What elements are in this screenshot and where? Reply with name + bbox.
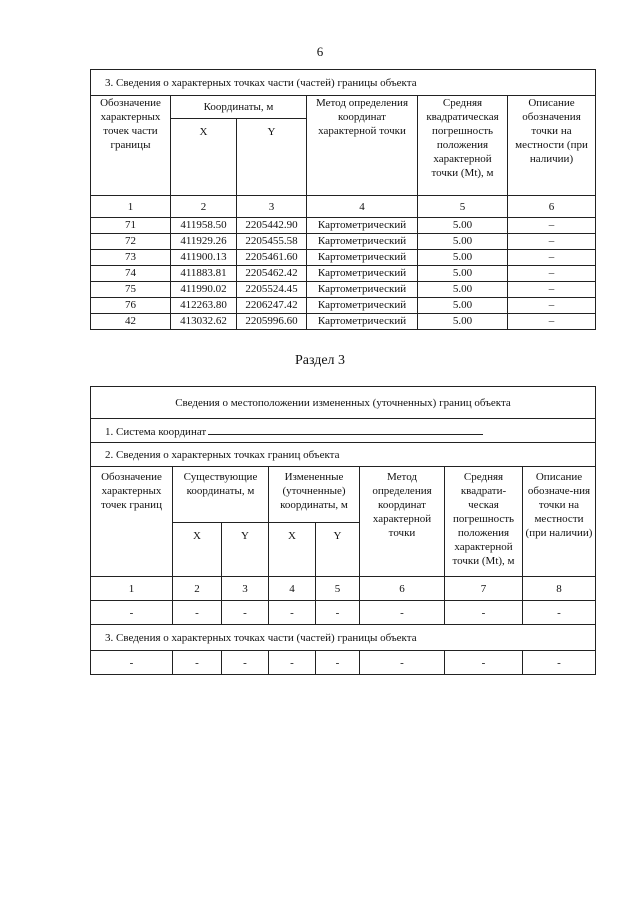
header-coords: Координаты, м: [171, 96, 307, 119]
cell-empty: -: [523, 601, 596, 625]
col-number: 1: [91, 577, 173, 601]
cell-empty: -: [222, 601, 269, 625]
col-number: 7: [445, 577, 523, 601]
cell-empty: -: [269, 601, 316, 625]
cell-method: Картометрический: [307, 298, 418, 314]
col-number: 3: [237, 196, 307, 218]
cell-mt: 5.00: [418, 314, 508, 330]
cell-method: Картометрический: [307, 314, 418, 330]
header-y: Y: [316, 523, 360, 577]
table-part-points: [90, 69, 596, 330]
cell-point: 71: [91, 218, 171, 234]
header-method: Метод определения координат характерной точки: [307, 96, 418, 196]
table-row: [91, 250, 596, 266]
table1-title: 3. Сведения о характерных точках части (частей) границы объекта: [91, 70, 596, 96]
col-number: 8: [523, 577, 596, 601]
cell-y: 2205461.60: [237, 250, 307, 266]
cell-x: 411990.02: [171, 282, 237, 298]
col-number: 5: [418, 196, 508, 218]
cell-empty: -: [445, 601, 523, 625]
col-number: 2: [173, 577, 222, 601]
header-y: Y: [222, 523, 269, 577]
header-x: X: [171, 119, 237, 196]
col-number: 6: [360, 577, 445, 601]
table-row: [91, 651, 596, 675]
cell-point: 75: [91, 282, 171, 298]
cell-empty: -: [523, 651, 596, 675]
table-row: [91, 234, 596, 250]
header-description: Описание обозначения точки на местности (при наличии): [508, 96, 596, 196]
col-number: 2: [171, 196, 237, 218]
header-y: Y: [237, 119, 307, 196]
cell-empty: -: [360, 651, 445, 675]
cell-y: 2205442.90: [237, 218, 307, 234]
cell-empty: -: [91, 651, 173, 675]
cell-point: 76: [91, 298, 171, 314]
cell-desc: –: [508, 314, 596, 330]
cell-x: 411883.81: [171, 266, 237, 282]
cell-point: 74: [91, 266, 171, 282]
table-changed-borders: [90, 386, 596, 675]
page-number: 6: [316, 44, 324, 59]
col-number: 4: [307, 196, 418, 218]
cell-mt: 5.00: [418, 266, 508, 282]
cell-mt: 5.00: [418, 250, 508, 266]
cell-x: 411929.26: [171, 234, 237, 250]
header-accuracy: Средняя квадрати-ческая погрешность положения характерной точки (Mt), м: [445, 467, 523, 577]
col-number: 4: [269, 577, 316, 601]
cell-empty: -: [91, 601, 173, 625]
cell-desc: –: [508, 234, 596, 250]
cell-method: Картометрический: [307, 218, 418, 234]
cell-method: Картометрический: [307, 266, 418, 282]
coord-system-row: [91, 419, 596, 443]
cell-y: 2206247.42: [237, 298, 307, 314]
cell-method: Картометрический: [307, 282, 418, 298]
cell-desc: –: [508, 282, 596, 298]
cell-mt: 5.00: [418, 218, 508, 234]
cell-empty: -: [269, 651, 316, 675]
points-title: 2. Сведения о характерных точках границ объекта: [91, 443, 596, 467]
header-accuracy: Средняя квадратическая погрешность положения характерной точки (Mt), м: [418, 96, 508, 196]
header-existing: Существующие координаты, м: [173, 467, 269, 523]
cell-y: 2205462.42: [237, 266, 307, 282]
cell-point: 72: [91, 234, 171, 250]
cell-x: 413032.62: [171, 314, 237, 330]
header-method: Метод определения координат характерной точки: [360, 467, 445, 577]
table-row: [91, 601, 596, 625]
cell-x: 411958.50: [171, 218, 237, 234]
cell-empty: -: [173, 651, 222, 675]
cell-y: 2205524.45: [237, 282, 307, 298]
table-row: [91, 218, 596, 234]
cell-x: 412263.80: [171, 298, 237, 314]
cell-mt: 5.00: [418, 298, 508, 314]
header-changed: Измененные (уточненные) координаты, м: [269, 467, 360, 523]
col-number: 6: [508, 196, 596, 218]
cell-empty: -: [360, 601, 445, 625]
cell-mt: 5.00: [418, 234, 508, 250]
cell-point: 42: [91, 314, 171, 330]
table2-title: Сведения о местоположении измененных (уточненных) границ объекта: [91, 387, 596, 419]
header-x: X: [173, 523, 222, 577]
cell-desc: –: [508, 218, 596, 234]
cell-desc: –: [508, 266, 596, 282]
header-point: Обозначение характерных точек части границы: [91, 96, 171, 196]
cell-mt: 5.00: [418, 282, 508, 298]
col-number: 3: [222, 577, 269, 601]
cell-empty: -: [316, 651, 360, 675]
header-point: Обозначение характерных точек границ: [91, 467, 173, 577]
cell-point: 73: [91, 250, 171, 266]
cell-empty: -: [222, 651, 269, 675]
table-row: [91, 314, 596, 330]
cell-empty: -: [173, 601, 222, 625]
coord-system-blank: [208, 423, 483, 435]
table-row: [91, 282, 596, 298]
cell-empty: -: [316, 601, 360, 625]
header-x: X: [269, 523, 316, 577]
cell-desc: –: [508, 250, 596, 266]
header-description: Описание обозначе-ния точки на местности (при наличии): [523, 467, 596, 577]
col-number: 1: [91, 196, 171, 218]
col-number: 5: [316, 577, 360, 601]
parts-title: 3. Сведения о характерных точках части (частей) границы объекта: [91, 625, 596, 651]
coord-system-label: 1. Система координат: [105, 425, 207, 438]
cell-y: 2205996.60: [237, 314, 307, 330]
table-row: [91, 266, 596, 282]
cell-empty: -: [445, 651, 523, 675]
section-title: Раздел 3: [294, 353, 346, 368]
table-row: [91, 298, 596, 314]
cell-desc: –: [508, 298, 596, 314]
cell-y: 2205455.58: [237, 234, 307, 250]
cell-method: Картометрический: [307, 250, 418, 266]
cell-x: 411900.13: [171, 250, 237, 266]
cell-method: Картометрический: [307, 234, 418, 250]
